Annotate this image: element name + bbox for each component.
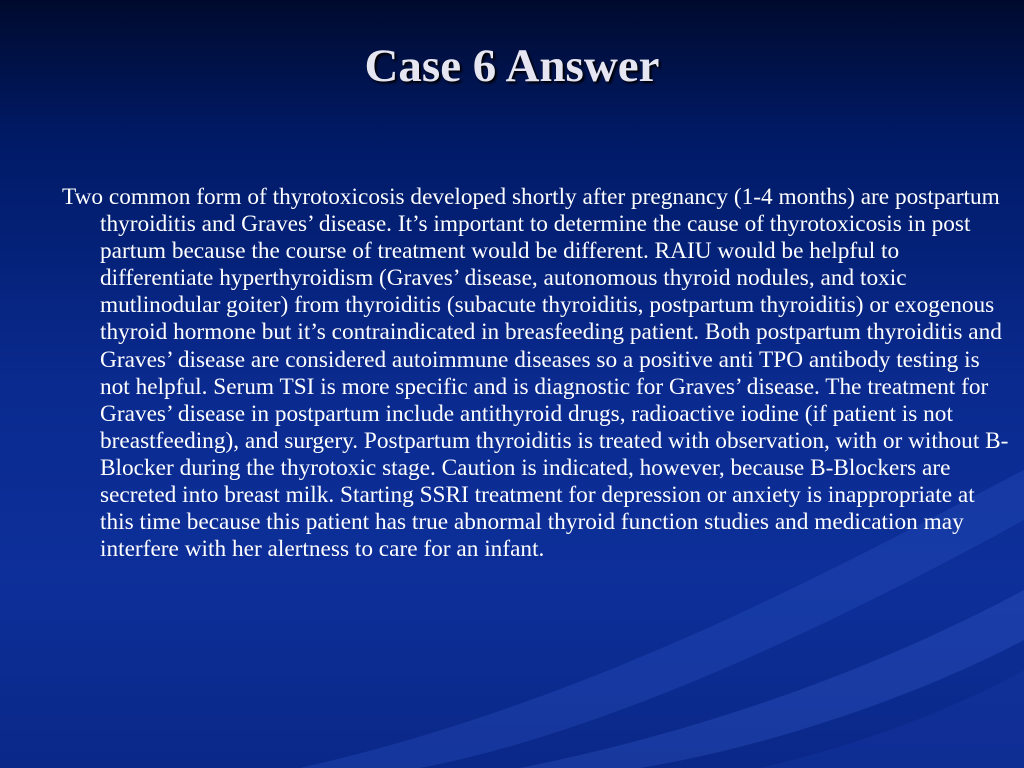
slide-body-text: Two common form of thyrotoxicosis developed shortly after pregnancy (1-4 months) are postpartum thyroiditis and Graves’ disease. It’s important to determine the cause of thyrotoxicosis in post partum because the course of treatment would be different. RAIU would be helpful to differentiate hyperthyroidism (Graves’ disease, autonomous thyroid nodules, and toxic mutlinodular goiter) from thyroiditis (subacute thyroiditis, postpartum thyroiditis) or exogenous thyroid hormone but it’s contraindicated in breasfeeding patient. Both postpartum thyroiditis and Graves’ disease are considered autoimmune diseases so a positive anti TPO antibody testing is not helpful. Serum TSI is more specific and is diagnostic for Graves’ disease. The treatment for Graves’ disease in postpartum include antithyroid drugs, radioactive iodine (if patient is not breastfeeding), and surgery. Postpartum thyroiditis is treated with observation, with or without B-Blocker during the thyrotoxic stage. Caution is indicated, however, because B-Blockers are secreted into breast milk. Starting SSRI treatment for depression or anxiety is inappropriate at this time because this patient has true abnormal thyroid function studies and medication may interfere with her alertness to care for an infant. [62,184,1009,563]
slide-title: Case 6 Answer [364,40,660,92]
